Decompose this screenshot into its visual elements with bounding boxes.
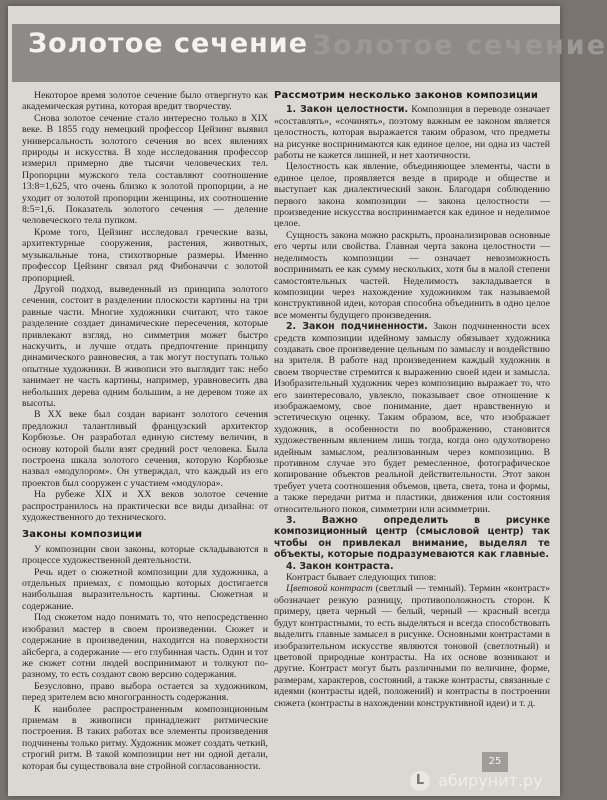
faded-title-text: Золотое сечение [312, 30, 607, 61]
paragraph: Снова золотое сечение стало интересно только в XIX веке. В 1855 году немецкий профессор Цейзинг выявил универсальность золотого сечения во всех явлениях природы и искусства. В ходе исследования профессор измерил примерно две тысячи человеческих тел. Пропорции мужского тела составляют соотношение 13:8=1,625, что очень близко к золотой пропорции, а не уходит от золотой пропорции женщины, их соотношение 8:5=1,6. Показатель золотого сечения — деление человеческого тела пупком. [22, 112, 268, 227]
paragraph: Целостность как явление, объединяющее элементы, части в единое целое, проявляется везде в природе и обществе и выступает как диалектический закон. Благодаря соблюдению первого закона композиции — закона целостности — произведение искусства воспринимается как единое и неделимое целое. [274, 161, 550, 230]
paragraph: К наиболее распространенным композиционным приемам в живописи принадлежит ритмические построения. В таких работах все элементы произведения подчинены только ритму. Художник может создать четкий, строгий ритм. В такой композиции нет ни одной детали, которая бы существовала вне стройной согласованности. [22, 703, 268, 772]
law-contrast-intro: Контраст бывает следующих типов: [286, 572, 437, 584]
law-text-bold: 3. Важно определить в рисунке композиционный центр (смысловой центр) так чтобы он привлекал внимание, выделял те объекты, которые подразумеваются как главные. [274, 515, 550, 561]
law-contrast-text [274, 583, 550, 708]
section-heading-composition-laws: Законы композиции [22, 529, 143, 541]
law-text: (светлый — темный). Термин «контраст» обозначает резкую разницу, противоположность сторон. К примеру, цвета черный — белый, черный — красный всегда будут контрастными, то есть выделяться и всегда способствовать выделить главные замысел в рисунке. Основными контрастами в изобразительном искусстве являются тоновой (светлотный) и цветовой природные контрасты. На их основе возникают и другие. Контраст могут быть различными по величине, форме, размерам, характеров, состояний, а также контрасты, связанные с идеями (контрасты идей, положений) и контрасты в построении сюжета (контрасты в нахождении конструктивной идеи) и т. д. [274, 583, 551, 709]
paragraph: В XX веке был создан вариант золотого сечения предложил талантливый французский архитектор Корбюзье. Он разработал единую систему величин, в основу которой были взят средний рост человека. Была построена шкала золотого сечения, которую Корбюзье назвал «модулором». Он утверждал, что каждый из его проектов был сооружен с участием «модулора». [22, 409, 268, 489]
book-page [8, 6, 607, 796]
left-column [22, 90, 268, 772]
law-text: Закон подчиненности всех средств композиции идейному замыслу обязывает художника создавать свое произведение цельным по замыслу и воздействию на зрителя. В работе над произведением каждый художник в своем творчестве стремится к выражению своей идеи и замысла. Изобразительный художник через композицию выражает то, что его заинтересовало, увлекло, показывает свое отношение к изображаемому, свое понимание, дает нравственную и эстетическую оценку. Таким образом, все, что изображает художник, в особенности по воображению, становится художественным явлением лишь тогда, когда оно одухотворено идейным замыслом, реализованным через композицию. В противном случае это будет ремесленное, фотографическое копирование объектов реальной действительности. Этот закон требует учета соотношения объемов, цвета, света, тона и формы, а также передачи ритма и пластики, движения или состояния относительного покоя, симметрии или асимметрии. [274, 321, 550, 515]
law-title: 2. Закон подчиненности. [286, 321, 428, 333]
paragraph: Под сюжетом надо понимать то, что непосредственно изобразил мастер в своем произведении. Сюжет и содержание в произведении, находится на поверхности айсберга, а содержание — его глубинная часть. Один и тот же сюжет сотни людей воспринимают и толкуют по-разному, то есть создают свою версию содержания. [22, 612, 268, 681]
paragraph: Кроме того, Цейзинг исследовал греческие вазы, архитектурные сооружения, растения, животных, музыкальные тона, стихотворные размеры. Именно профессор Цейзинг связал ряд Фибоначчи с золотой пропорцией. [22, 226, 268, 284]
paragraph: Речь идет о сюжетной композиции для художника, а отдельных приемах, с помощью которых достигается наибольшая выразительность картины. Сюжетная и содержание. [22, 566, 268, 612]
watermark [410, 770, 560, 796]
paragraph: Другой подход, выведенный из принципа золотого сечения, состоит в разделении плоскости картины на три равные части. Многие художники считают, что такое разделение создает динамические пересечения, которые привлекают взгляд, но симметрия может быстро наскучить, и лучше отдать предпочтение принципу динамического равновесия, а так могут поступать только опытные художники. В живописи это выглядит так: небо занимает не часть картины, например, уравновесить два небольших дерева одним большим, а не деревом тоже ах высоты. [22, 283, 268, 409]
law-title: 1. Закон целостности. [286, 104, 409, 116]
page-number: 25 [482, 752, 508, 772]
page-title: Золотое сечение [28, 28, 309, 59]
law-composition-center [274, 515, 550, 561]
law-subordination [274, 321, 550, 515]
law-contrast [274, 561, 550, 572]
law-integrity [274, 104, 550, 161]
paragraph: Безусловно, право выбора остается за художником, перед зрителем всю многогранность содержания. [22, 680, 268, 704]
watermark-text: абирунит.ру [438, 771, 543, 790]
paragraph: Сущность закона можно раскрыть, проанализировав основные его черты или свойства. Главная черта закона целостности — неделимость композиции — означает невозможность воспринимать ее как сумму нескольких, хотя бы в малой степени самостоятельных частей. Неделимость закладывается в композиции через нахождение художником так называемой конструктивной идеи, которая способна объединить в одно целое все моменты будущего произведения. [274, 229, 550, 321]
color-contrast-term: Цветовой контраст [286, 583, 373, 595]
title-banner [12, 24, 607, 82]
paragraph: На рубеже XIX и XX веков золотое сечение распространилось на практически все виды дизайна: от художественного до технического. [22, 489, 268, 524]
law-text: Композиция в переводе означает «составлять», «сочинять», поэтому важным ее законом является целостность, которая выражается таким образом, что предметы на рисунке воспринимаются как единое целое, ни одна из частей работы не кажется лишней, и нет хаотичности. [274, 104, 550, 162]
paragraph: Некоторое время золотое сечение было отвергнуто как академическая рутина, которая вредит творчеству. [22, 90, 268, 113]
right-column [274, 90, 550, 709]
section-heading-laws: Рассмотрим несколько законов композиции [274, 90, 539, 101]
watermark-logo-icon: L [410, 771, 430, 791]
paragraph: У композиции свои законы, которые складываются в процессе художественной деятельности. [22, 543, 268, 567]
law-title: 4. Закон контраста. [286, 560, 394, 572]
